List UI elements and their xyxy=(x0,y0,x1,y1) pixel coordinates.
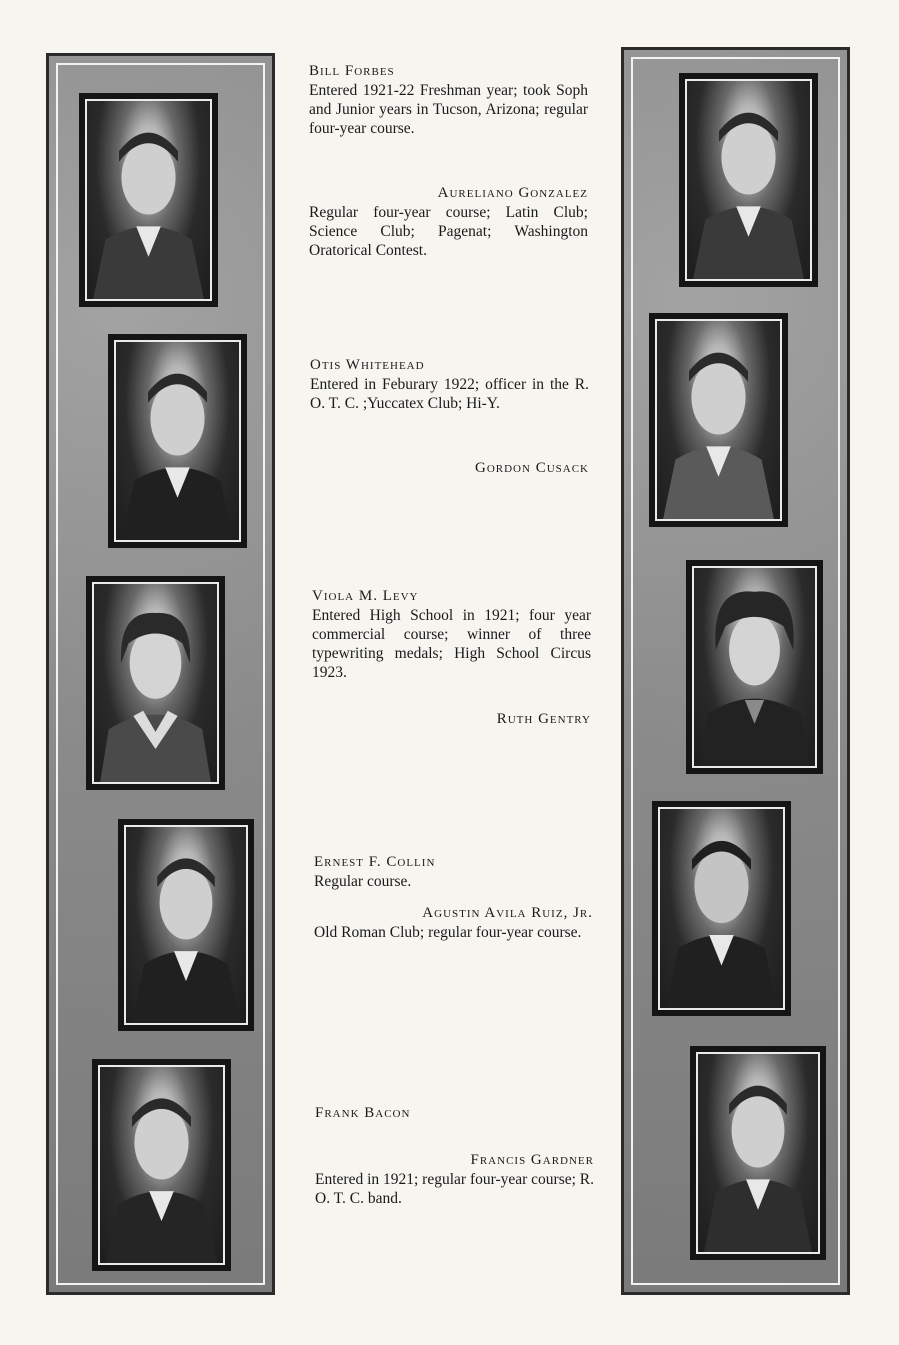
entry-gordon-cusack xyxy=(310,459,589,478)
portrait-photo-left-1 xyxy=(79,93,218,307)
entry-text: Entered High School in 1921; four year commercial course; winner of three typewriting medals; High School Circus 1923. xyxy=(312,607,591,681)
entry-otis-whitehead xyxy=(310,356,589,413)
entry-name: Gordon Cusack xyxy=(475,460,589,476)
entry-name: Bill Forbes xyxy=(309,63,395,79)
entry-name: Francis Gardner xyxy=(470,1152,594,1168)
entry-ruth-gentry xyxy=(312,710,591,729)
portrait-photo-left-5 xyxy=(92,1059,231,1271)
entry-text: Regular four-year course; Latin Club; Science Club; Pagenat; Washington Oratorical Contest. xyxy=(309,204,588,259)
portrait-photo-left-4 xyxy=(118,819,254,1031)
portrait-photo-right-5 xyxy=(690,1046,826,1260)
entry-text: Entered 1921-22 Freshman year; took Soph and Junior years in Tucson, Arizona; regular four-year course. xyxy=(309,82,588,137)
portrait-photo-right-4 xyxy=(652,801,791,1016)
entry-aureliano-gonzalez xyxy=(309,184,588,260)
entry-name: Ruth Gentry xyxy=(496,711,591,727)
portrait-photo-right-3 xyxy=(686,560,823,774)
entry-text: Entered in 1921; regular four-year course; R. O. T. C. band. xyxy=(315,1171,595,1207)
entry-name: Aureliano Gonzalez xyxy=(437,185,588,201)
entry-name: Frank Bacon xyxy=(315,1105,411,1121)
entry-text: Old Roman Club; regular four-year course. xyxy=(314,924,582,941)
entry-francis-gardner xyxy=(315,1151,594,1208)
entry-text: Regular course. xyxy=(314,873,412,890)
entry-name: Agustin Avila Ruiz, Jr. xyxy=(422,905,593,921)
entry-viola-levy xyxy=(312,587,591,682)
entry-frank-bacon xyxy=(315,1104,594,1123)
entry-ernest-collin xyxy=(314,853,593,891)
entry-name: Otis Whitehead xyxy=(310,357,425,373)
portrait-photo-right-1 xyxy=(679,73,818,287)
entry-name: Viola M. Levy xyxy=(312,588,419,604)
portrait-photo-left-2 xyxy=(108,334,247,548)
entry-name: Ernest F. Collin xyxy=(314,854,436,870)
entry-text: Entered in Feburary 1922; officer in the R. O. T. C. ;Yuccatex Club; Hi-Y. xyxy=(310,376,589,412)
entry-bill-forbes xyxy=(309,62,588,138)
entry-agustin-ruiz xyxy=(314,904,593,942)
portrait-photo-left-3 xyxy=(86,576,225,790)
portrait-photo-right-2 xyxy=(649,313,788,527)
